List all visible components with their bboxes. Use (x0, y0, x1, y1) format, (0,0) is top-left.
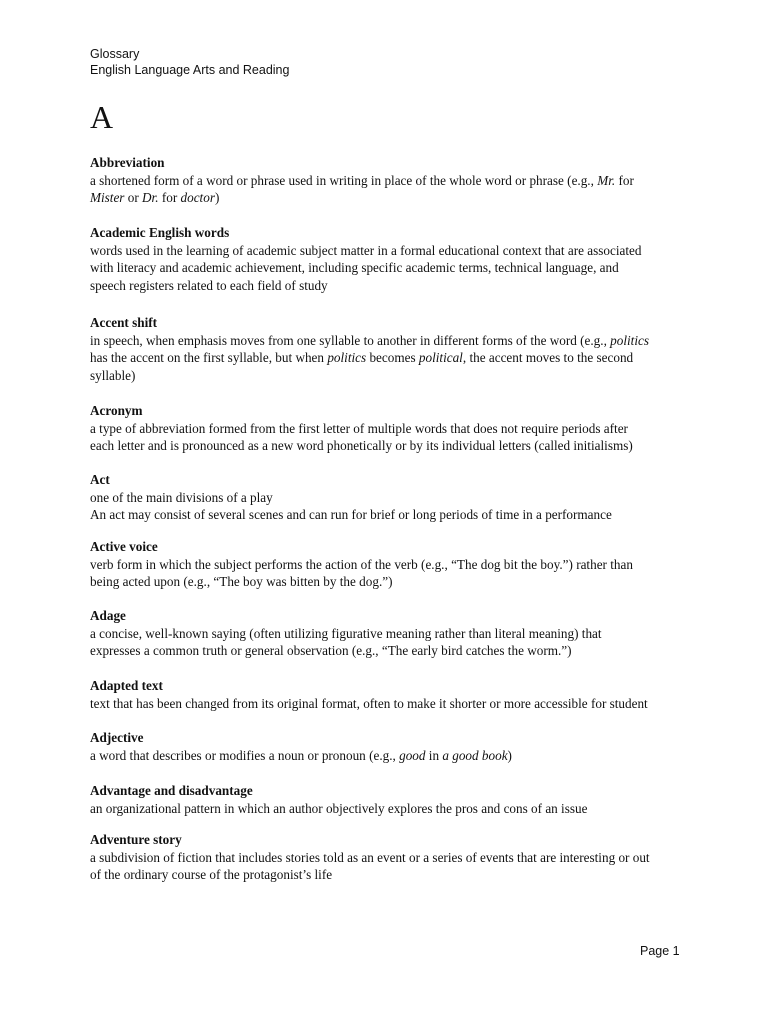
glossary-term: Accent shift (90, 315, 158, 330)
definition-text: a concise, well-known saying (often utilizing figurative meaning rather than literal meaning) that (90, 625, 602, 641)
definition-text: each letter and is pronounced as a new word phonetically or by its individual letters (called initialisms) (90, 438, 633, 454)
glossary-definition-line (90, 625, 690, 643)
definition-text: with literacy and academic achievement, including specific academic terms, technical language, and (90, 260, 619, 276)
definition-text: becomes (366, 350, 419, 366)
page-number: Page 1 (640, 944, 680, 958)
definition-text: ) (214, 190, 220, 206)
glossary-entry (90, 471, 690, 524)
definition-text: , the accent moves to the second (462, 350, 634, 366)
glossary-definition-line (90, 695, 690, 713)
italic-text: politics (327, 350, 367, 366)
glossary-entry (90, 538, 690, 591)
definition-text: words used in the learning of academic subject matter in a formal educational context that are associated (90, 242, 642, 258)
glossary-term: Active voice (90, 539, 158, 554)
glossary-term: Adage (90, 608, 126, 623)
glossary-entry (90, 224, 690, 294)
italic-text: political (418, 350, 463, 366)
italic-text: politics (610, 332, 650, 348)
glossary-entry (90, 154, 690, 207)
glossary-definition-line (90, 349, 690, 367)
glossary-definition-line (90, 849, 690, 867)
glossary-term: Adventure story (90, 832, 182, 847)
glossary-definition-line (90, 367, 690, 385)
italic-text: good (399, 747, 426, 763)
glossary-term: Adjective (90, 730, 144, 745)
header-subtitle: English Language Arts and Reading (90, 63, 290, 77)
glossary-entry (90, 831, 690, 884)
glossary-term: Academic English words (90, 225, 230, 240)
definition-text: a type of abbreviation formed from the first letter of multiple words that does not require periods after (90, 420, 628, 436)
definition-text: one of the main divisions of a play (90, 489, 273, 505)
definition-text: a word that describes or modifies a noun or pronoun (e.g., (90, 747, 400, 763)
glossary-term: Adapted text (90, 678, 163, 693)
definition-text: for (615, 172, 634, 188)
definition-text: an organizational pattern in which an author objectively explores the pros and cons of an issue (90, 800, 588, 816)
glossary-entry (90, 782, 690, 817)
glossary-entry (90, 402, 690, 455)
definition-text: a shortened form of a word or phrase used in writing in place of the whole word or phrase (e.g., (90, 172, 598, 188)
definition-text: in speech, when emphasis moves from one syllable to another in different forms of the word (e.g., (90, 332, 611, 348)
page-header (90, 46, 289, 78)
section-letter: A (90, 99, 114, 135)
definition-text: in (425, 747, 443, 763)
definition-text: for (158, 190, 181, 206)
glossary-definition-line (90, 506, 690, 524)
glossary-definition-line (90, 642, 690, 660)
glossary-term: Act (90, 472, 110, 487)
italic-text: Mr. (597, 172, 616, 188)
glossary-definition-line (90, 489, 690, 507)
definition-text: syllable) (90, 367, 136, 383)
definition-text: speech registers related to each field of study (90, 277, 328, 293)
glossary-entry (90, 677, 690, 712)
italic-text: Mister (90, 190, 125, 206)
glossary-definition-line (90, 420, 690, 438)
definition-text: An act may consist of several scenes and can run for brief or long periods of time in a performance (90, 507, 612, 523)
glossary-definition-line (90, 277, 690, 295)
glossary-term: Advantage and disadvantage (90, 783, 253, 798)
glossary-definition-line (90, 242, 690, 260)
glossary-definition-line (90, 800, 690, 818)
definition-text: a subdivision of fiction that includes stories told as an event or a series of events that are interesting or out (90, 849, 650, 865)
glossary-definition-line (90, 172, 690, 190)
glossary-definition-line (90, 747, 690, 765)
definition-text: of the ordinary course of the protagonist’s life (90, 867, 333, 883)
glossary-entry (90, 314, 690, 384)
italic-text: Dr. (142, 190, 159, 206)
header-title: Glossary (90, 47, 140, 61)
glossary-definition-line (90, 556, 690, 574)
italic-text: doctor (180, 190, 215, 206)
definition-text: has the accent on the first syllable, but when (90, 350, 328, 366)
glossary-definition-line (90, 573, 690, 591)
glossary-entry (90, 607, 690, 660)
definition-text: or (124, 190, 143, 206)
definition-text: ) (507, 747, 512, 763)
glossary-entry (90, 729, 690, 764)
glossary-term: Abbreviation (90, 155, 165, 170)
italic-text: a good book (442, 747, 508, 763)
definition-text: text that has been changed from its original format, often to make it shorter or more accessible for student (90, 695, 648, 711)
glossary-definition-line (90, 189, 690, 207)
glossary-term: Acronym (90, 403, 143, 418)
glossary-definition-line (90, 259, 690, 277)
glossary-definition-line (90, 437, 690, 455)
glossary-definition-line (90, 866, 690, 884)
definition-text: being acted upon (e.g., “The boy was bitten by the dog.”) (90, 574, 393, 590)
definition-text: verb form in which the subject performs the action of the verb (e.g., “The dog bit the boy.”) rather than (90, 556, 633, 572)
definition-text: expresses a common truth or general observation (e.g., “The early bird catches the worm.”) (90, 643, 572, 659)
glossary-definition-line (90, 332, 690, 350)
